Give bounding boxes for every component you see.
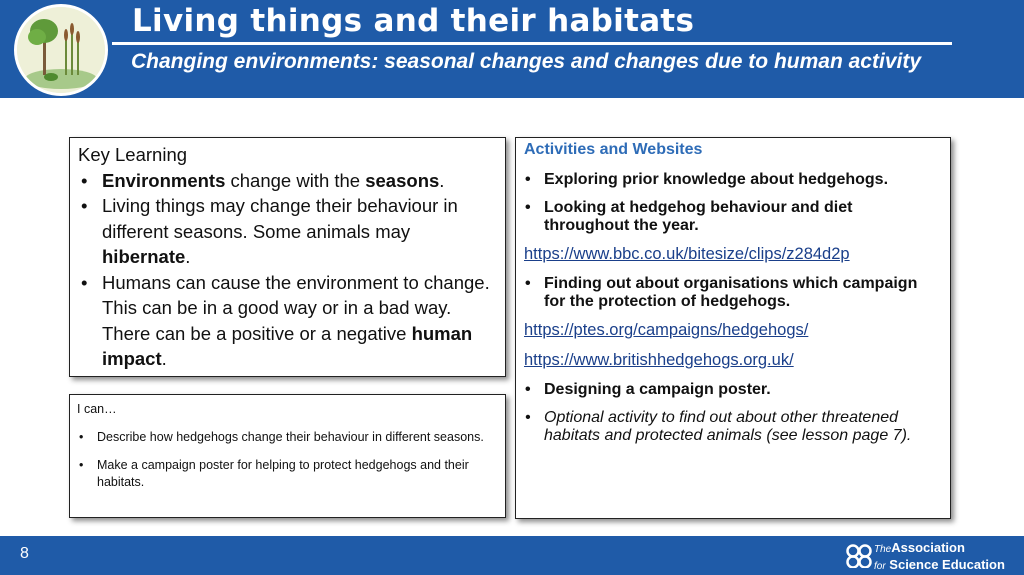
i-can-box <box>69 394 506 518</box>
ase-mark-icon <box>846 544 872 568</box>
british-hedgehogs-link[interactable]: https://www.britishhedgehogs.org.uk/ <box>524 351 794 369</box>
key-learning-text: seasons <box>365 169 440 191</box>
list-item <box>77 429 498 446</box>
key-learning-text: Environments <box>102 169 226 191</box>
key-learning-text: human impact <box>102 322 473 369</box>
key-learning-item <box>78 168 497 194</box>
bullet-icon: • <box>525 275 531 292</box>
activities-list <box>524 171 942 235</box>
bullet-icon: • <box>525 199 531 216</box>
activity-text: Finding out about organisations which campaign for the protection of hedgehogs. <box>544 275 918 310</box>
ptes-link[interactable]: https://ptes.org/campaigns/hedgehogs/ <box>524 321 809 339</box>
activity-text: Designing a campaign poster. <box>544 381 771 398</box>
key-learning-item <box>78 270 497 372</box>
i-can-list <box>77 429 498 491</box>
activities-list <box>524 275 942 311</box>
list-item <box>77 457 498 491</box>
activity-text: Optional activity to find out about other threatened habitats and protected animals (see lesson page 7). <box>544 409 912 444</box>
key-learning-text: . <box>439 169 445 191</box>
activities-list <box>524 381 942 445</box>
bullet-icon: • <box>79 430 84 444</box>
ase-the: The <box>874 544 892 555</box>
bullet-icon: • <box>81 169 88 191</box>
page-title: Living things and their habitats <box>132 3 695 39</box>
footer-banner <box>0 536 1024 575</box>
key-learning-text: . <box>161 348 167 369</box>
key-learning-text: Humans can cause the environment to change. This can be in a good way or in a bad way. There can be a positive or a negative <box>102 271 490 344</box>
key-learning-text: hibernate <box>102 246 186 267</box>
list-item <box>524 275 942 311</box>
bullet-icon: • <box>81 271 88 293</box>
habitat-logo-icon <box>14 4 108 96</box>
ase-association: Association <box>891 540 965 555</box>
bullet-icon: • <box>525 409 531 426</box>
bullet-icon: • <box>79 458 84 472</box>
list-item <box>524 381 942 399</box>
activities-box <box>515 137 951 519</box>
i-can-heading: I can… <box>77 402 117 416</box>
list-item <box>524 199 942 235</box>
key-learning-heading: Key Learning <box>78 144 188 165</box>
activities-heading: Activities and Websites <box>524 141 703 158</box>
i-can-item-text: Make a campaign poster for helping to protect hedgehogs and their habitats. <box>97 458 469 489</box>
page-subtitle: Changing environments: seasonal changes and changes due to human activity <box>131 50 922 73</box>
ase-science-education: Science Education <box>889 557 1005 572</box>
i-can-item-text: Describe how hedgehogs change their behaviour in different seasons. <box>97 430 484 444</box>
key-learning-list <box>78 168 497 372</box>
bullet-icon: • <box>525 381 531 398</box>
title-divider <box>112 42 952 45</box>
list-item <box>524 171 942 189</box>
key-learning-box <box>69 137 506 377</box>
activity-text: Looking at hedgehog behaviour and diet throughout the year. <box>544 199 853 234</box>
ase-for: for <box>874 561 886 572</box>
header-banner <box>0 0 1024 98</box>
key-learning-text: change with the <box>225 169 366 191</box>
activity-text: Exploring prior knowledge about hedgehogs. <box>544 171 889 188</box>
key-learning-text: . <box>185 246 191 267</box>
ase-logo-text <box>874 540 1005 574</box>
bbc-bitesize-link[interactable]: https://www.bbc.co.uk/bitesize/clips/z284d2p <box>524 245 850 263</box>
page-number: 8 <box>20 545 29 562</box>
bullet-icon: • <box>525 171 531 188</box>
key-learning-text: Living things may change their behaviour in different seasons. Some animals may <box>102 195 458 242</box>
bullet-icon: • <box>81 195 88 216</box>
list-item <box>524 409 942 445</box>
key-learning-item <box>78 193 497 270</box>
